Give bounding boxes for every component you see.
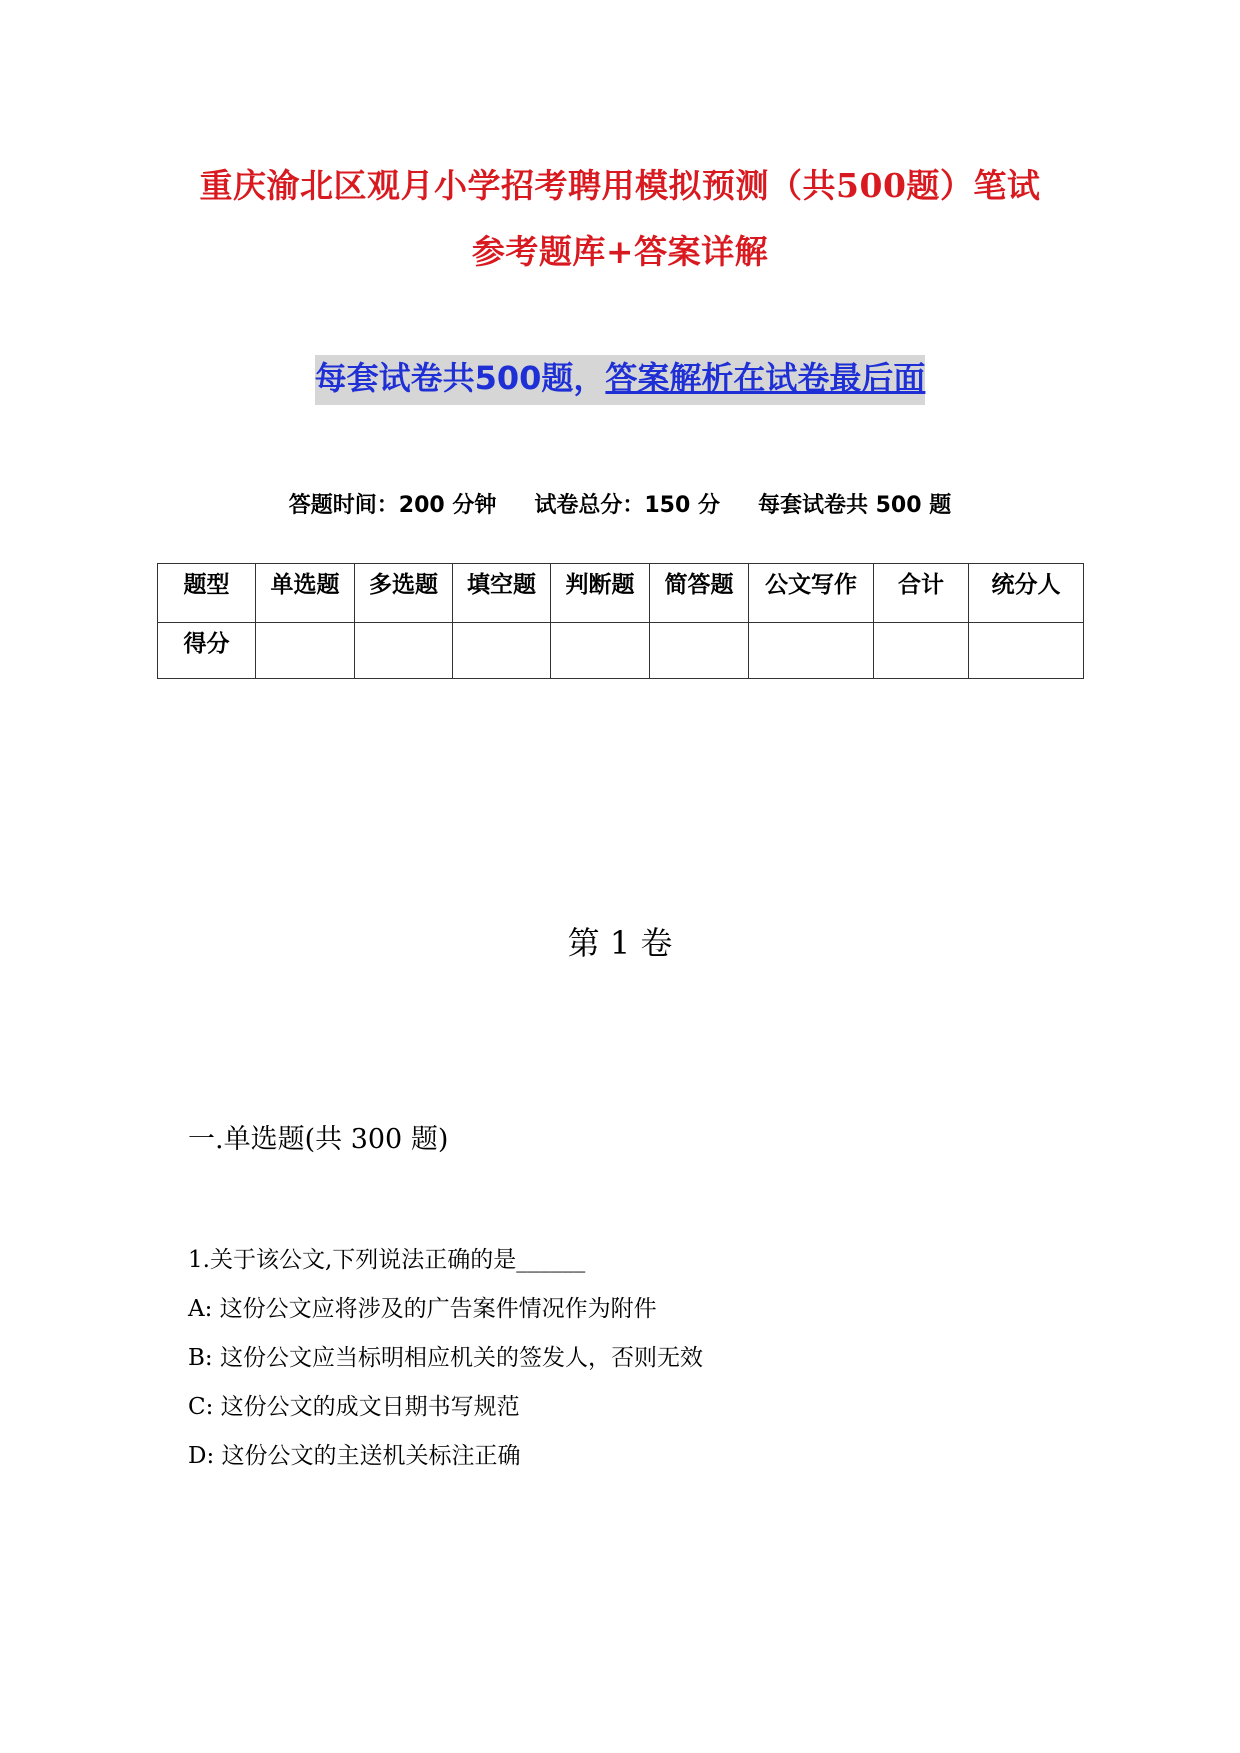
- header-cell-multiple-choice: 多选题: [355, 564, 453, 623]
- section-heading: 一.单选题(共 300 题): [188, 1124, 449, 1155]
- exam-info-line: [0, 488, 1240, 519]
- score-table-score-row: [158, 623, 1084, 679]
- exam-time: 答题时间：200 分钟: [288, 493, 497, 518]
- header-cell-type: 题型: [158, 564, 256, 623]
- option-d[interactable]: D: 这份公文的主送机关标注正确: [188, 1443, 521, 1469]
- score-cell[interactable]: [874, 623, 969, 679]
- score-row-label: 得分: [158, 623, 256, 679]
- document-title-line1: 重庆渝北区观月小学招考聘用模拟预测（共500题）笔试: [199, 166, 1041, 205]
- subtitle-count: 500: [475, 355, 542, 405]
- header-cell-single-choice: 单选题: [256, 564, 355, 623]
- score-table-header-row: [158, 564, 1084, 623]
- answer-location-link[interactable]: 答案解析在试卷最后面: [605, 355, 925, 405]
- score-cell[interactable]: [256, 623, 355, 679]
- header-cell-grader: 统分人: [969, 564, 1084, 623]
- score-cell[interactable]: [453, 623, 551, 679]
- subtitle-banner: [0, 353, 1240, 399]
- exam-question-count: 每套试卷共 500 题: [757, 493, 952, 518]
- document-title-line2: 参考题库+答案详解: [471, 232, 769, 271]
- header-cell-short-answer: 简答题: [650, 564, 749, 623]
- score-cell[interactable]: [551, 623, 650, 679]
- header-cell-official-writing: 公文写作: [749, 564, 874, 623]
- question-stem: 1.关于该公文,下列说法正确的是______: [188, 1247, 586, 1273]
- header-cell-fill-blank: 填空题: [453, 564, 551, 623]
- option-a[interactable]: A: 这份公文应将涉及的广告案件情况作为附件: [188, 1296, 657, 1322]
- exam-total-score: 试卷总分：150 分: [534, 493, 720, 518]
- score-cell[interactable]: [969, 623, 1084, 679]
- subtitle-text-part1: 每套试卷共: [315, 355, 475, 405]
- score-cell[interactable]: [355, 623, 453, 679]
- score-table: [157, 563, 1084, 679]
- volume-heading: 第 1 卷: [567, 924, 673, 962]
- option-c[interactable]: C: 这份公文的成文日期书写规范: [188, 1394, 520, 1420]
- subtitle-text-part2: 题，: [541, 355, 605, 405]
- header-cell-total: 合计: [874, 564, 969, 623]
- option-b[interactable]: B: 这份公文应当标明相应机关的签发人，否则无效: [188, 1345, 703, 1371]
- score-cell[interactable]: [749, 623, 874, 679]
- header-cell-true-false: 判断题: [551, 564, 650, 623]
- score-cell[interactable]: [650, 623, 749, 679]
